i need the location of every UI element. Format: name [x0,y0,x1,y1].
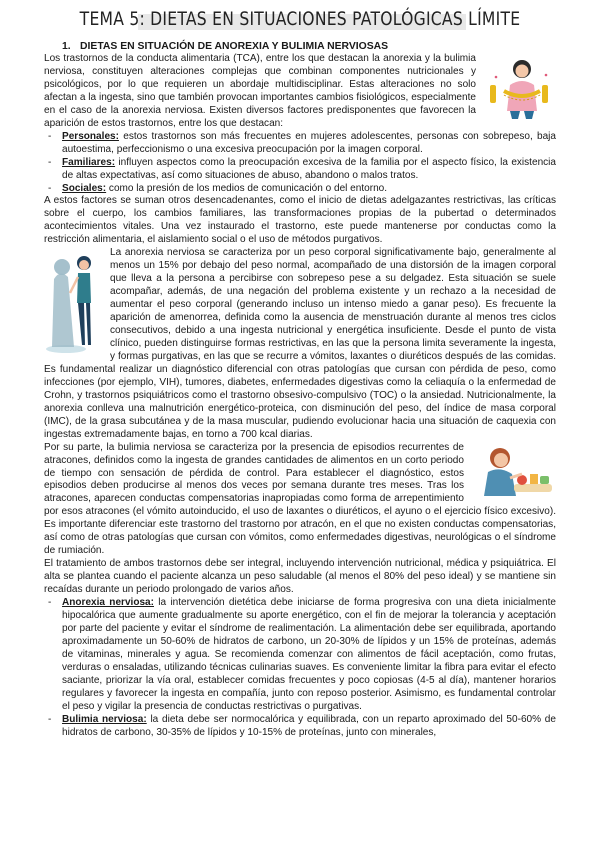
list-item-text: estos trastornos son más frecuentes en mujeres adolescentes, personas con sobrepeso, baja autoestima, perfeccionismo o una excesiva preocupación por la imagen corporal. [62,130,556,155]
list-item-text: como la presión de los medios de comunicación o del entorno. [106,182,388,194]
section-title: DIETAS EN SITUACIÓN DE ANOREXIA Y BULIMIA NERVIOSAS [80,41,389,52]
list-item-text: la intervención dietética debe iniciarse de forma progresiva con una dieta inicialmente hipocalórica que aumente gradualmente su aporte energético, con el fin de mejorar la tolerancia y aceptación por parte del paciente y evitar el síndrome de realimentación. La alimentación debe ser equilibrada, aportando aproximadamente un 50-60% de hidratos de carbono, un 20-30% de lípidos y un 15% de proteínas, además de vitaminas, minerales y agua. Se recomienda comenzar con alimentos de fácil aceptación, como frutas, verduras o ensaladas, utilizando técnicas culinarias suaves. Es conveniente limitar la fibra para evitar el efecto saciante, priorizar la vía oral, establecer comidas frecuentes y poco copiosas (4-5 al día), mantener horarios regulares y favorecer la ingesta en compañía, junto con reposo posterior. Asimismo, es fundamental controlar el peso y vigilar la presencia de conductas restrictivas o purgativas. [62,597,556,712]
woman-eating-binge-icon [470,444,556,502]
list-item [44,157,556,183]
list-item [44,597,556,714]
list-item-label: Sociales: [62,182,107,194]
title-band [0,6,600,36]
treatment-paragraph: El tratamiento de ambos trastornos debe ser integral, incluyendo intervención nutricional, médica y psiquiátrica. El alta se plantea cuando el paciente alcanza un peso saludable (al menos el 80% del peso ideal) y se mantiene sin recaídas durante un periodo prolongado de varios años. [44,558,556,596]
factors-list [44,131,556,196]
intro-paragraph: Los trastornos de la conducta alimentaria (TCA), entre los que destacan la anorexia y la bulimia nerviosa, constituyen alteraciones complejas que combinan componentes nutricionales y psicológicos, por lo que requieren un abordaje multidisciplinar. Estas alteraciones no solo afectan a la ingesta, sino que también provocan importantes cambios fisiológicos, especialmente en el caso de la anorexia nerviosa. Existen diversos factores predisponentes que favorecen la aparición de estos trastornos, entre los que destacan: [44,53,476,129]
treatment-list [44,597,556,739]
list-item [44,131,556,157]
document-body [44,53,556,740]
list-item [44,183,556,196]
list-item-label: Anorexia nerviosa: [62,597,154,609]
list-item-text: la dieta debe ser normocalórica y equilibrada, con un reparto aproximado del 50-60% de hidratos de carbono, 30-35% de lípidos y 10-15% de proteínas, junto con minerales, [62,713,556,738]
woman-measuring-tape-icon [482,55,556,121]
list-item-label: Personales: [62,130,119,142]
list-item-label: Familiares: [62,156,116,168]
list-item [44,714,556,740]
section-number: 1. [62,41,71,52]
anorexia-paragraph: La anorexia nerviosa se caracteriza por un peso corporal significativamente bajo, generalmente al menos un 15% por debajo del peso normal, acompañado de una distorsión de la imagen corporal que lleva a la persona a percibirse con sobrepeso pese a su delgadez. Esta situación se suele acompañar, además, de una negación del problema existente y un rechazo a la necesidad de aumentar el peso corporal (generando incluso un intenso miedo a ganar peso). Es frecuente la aparición de amenorrea, definida como la ausencia de menstruación durante al menos tres ciclos consecutivos, debido a una ingesta nutricional y energética insuficiente. Desde el punto de vista clínico, pueden distinguirse formas restrictivas, en las que la persona limita severamente la ingesta, y formas purgativas, en las que se recurre a vómitos, laxantes o diuréticos después de las comidas. Es fundamental realizar un diagnóstico diferencial con otras patologías que cursan con pérdida de peso, como infecciones (por ejemplo, VIH), tumores, diabetes, enfermedades digestivas como la celiaquía o la enfermedad de Crohn, y trastornos psiquiátricos como el trastorno obsesivo-compulsivo (TOC) o la ansiedad. Nutricionalmente, la anorexia conlleva una malnutrición energético-proteica, con disminución del peso, del índice de masa corporal (IMC), de la grasa subcutánea y de la masa muscular, pudiendo evolucionar hacia una situación de caquexia con ingestas extremadamente bajas, en torno a 700 kcal diarias. [44,247,556,440]
list-item-label: Bulimia nerviosa: [62,713,147,725]
triggers-paragraph: A estos factores se suman otros desencadenantes, como el inicio de dietas adelgazantes restrictivas, las críticas sobre el cuerpo, los cambios familiares, las transformaciones propias de la pubertad o determinados acontecimientos vitales. Una vez instaurado el trastorno, este puede mantenerse por conductas como la restricción alimentaria, el aislamiento social o el uso de métodos purgativos. [44,195,556,246]
list-item-text: influyen aspectos como la preocupación excesiva de la familia por el aspecto físico, la existencia de altas expectativas, así como situaciones de abuso, abandono o malos tratos. [62,156,556,181]
page-title: TEMA 5: DIETAS EN SITUACIONES PATOLÓGICAS LÍMITE [79,8,521,30]
section-heading [62,41,388,52]
bulimia-paragraph: Por su parte, la bulimia nerviosa se caracteriza por la presencia de episodios recurrentes de atracones, definidos como la ingesta de grandes cantidades de alimentos en un corto periodo de tiempo con sensación de pérdida de control. Para establecer el diagnóstico, estos episodios deben producirse al menos dos veces por semana durante tres meses. Tras los atracones, aparecen conductas compensatorias inapropiadas como forma de arrepentimiento por esos atracones (el vómito autoinducido, el uso de laxantes o diuréticos, el ayuno o el ejercicio físico excesivo). Es importante diferenciar este trastorno del trastorno por atracón, en el que no existen conductas compensatorias, así como de otras patologías que cursan con vómitos, como enfermedades digestivas, neurológicas o el síndrome de rumiación. [44,441,556,557]
woman-mirror-reflection-icon [44,249,102,357]
